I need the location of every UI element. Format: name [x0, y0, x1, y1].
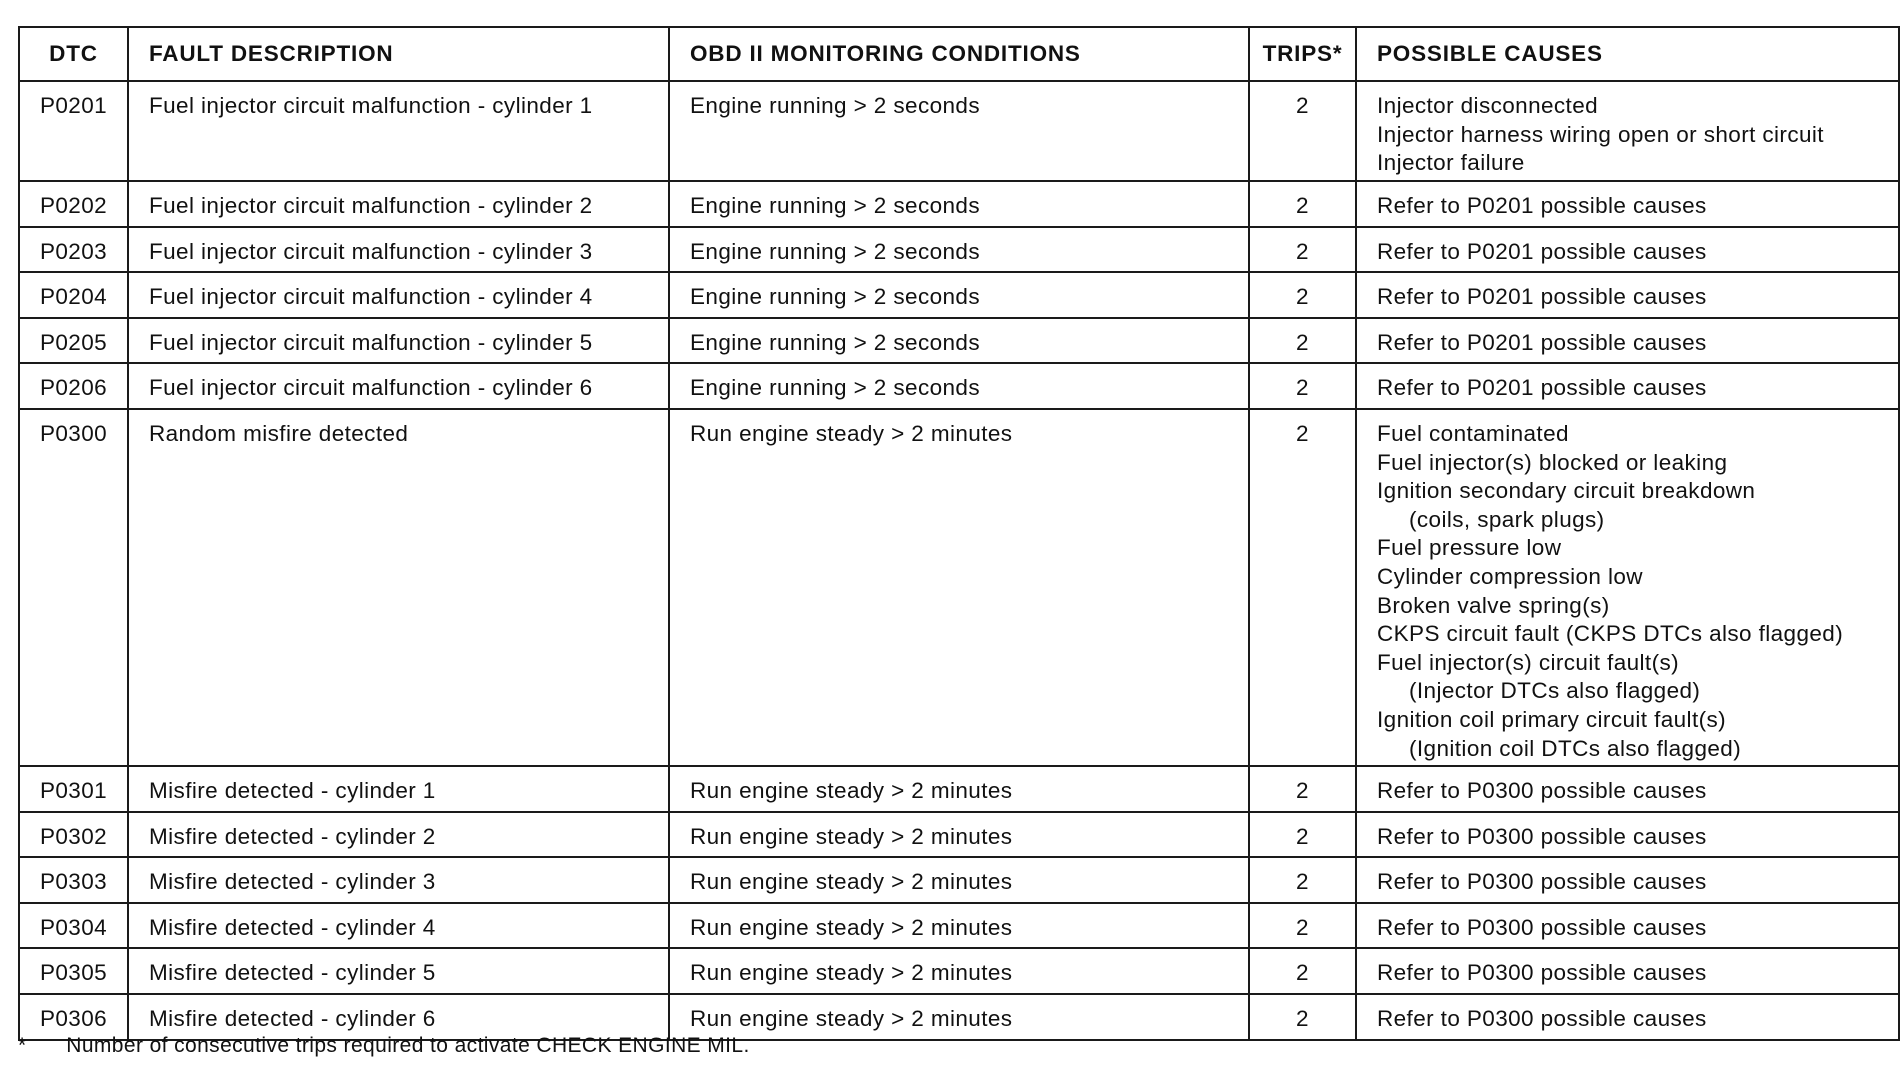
cause-line: Fuel pressure low: [1377, 535, 1562, 561]
possible-causes-cell: [1356, 994, 1899, 1040]
table-header: [19, 27, 1899, 81]
dtc-code-cell: P0301: [19, 766, 128, 812]
cause-line: Refer to P0201 possible causes: [1377, 193, 1707, 218]
monitoring-conditions-cell: Engine running > 2 seconds: [669, 318, 1249, 364]
possible-causes-cell: [1356, 272, 1899, 318]
trips-cell: 2: [1249, 857, 1356, 903]
dtc-code-cell: P0300: [19, 409, 128, 766]
cause-line: Refer to P0300 possible causes: [1377, 777, 1707, 803]
table-row: [19, 948, 1899, 994]
footnote-marker: *: [18, 1034, 27, 1057]
trips-cell: 2: [1249, 766, 1356, 812]
trips-cell: 2: [1249, 812, 1356, 858]
table-row: [19, 318, 1899, 364]
dtc-code-cell: P0205: [19, 318, 128, 364]
table-row: [19, 409, 1899, 766]
possible-causes-cell: [1356, 903, 1899, 949]
table-row: [19, 903, 1899, 949]
monitoring-conditions-cell: Run engine steady > 2 minutes: [669, 857, 1249, 903]
table-row: [19, 812, 1899, 858]
cause-line: Injector failure: [1377, 150, 1525, 176]
dtc-code-cell: P0306: [19, 994, 128, 1040]
fault-description-cell: Misfire detected - cylinder 5: [128, 948, 669, 994]
cause-line: Ignition secondary circuit breakdown: [1377, 478, 1756, 504]
trips-cell: 2: [1249, 318, 1356, 364]
table-row: [19, 227, 1899, 273]
header-dtc: DTC: [19, 27, 128, 81]
trips-cell: 2: [1249, 272, 1356, 318]
cause-line: Ignition coil primary circuit fault(s): [1377, 706, 1727, 732]
fault-description-cell: Fuel injector circuit malfunction - cylinder 6: [128, 363, 669, 409]
possible-causes-cell: [1356, 181, 1899, 227]
trips-cell: 2: [1249, 81, 1356, 181]
footnote-text: Number of consecutive trips required to activate CHECK ENGINE MIL.: [66, 1034, 750, 1057]
table-row: [19, 81, 1899, 181]
monitoring-conditions-cell: Run engine steady > 2 minutes: [669, 903, 1249, 949]
trips-cell: 2: [1249, 948, 1356, 994]
dtc-code-cell: P0302: [19, 812, 128, 858]
monitoring-conditions-cell: Run engine steady > 2 minutes: [669, 812, 1249, 858]
cause-line: Fuel contaminated: [1377, 420, 1569, 446]
dtc-code-cell: P0202: [19, 181, 128, 227]
monitoring-conditions-cell: Engine running > 2 seconds: [669, 81, 1249, 181]
cause-line: Broken valve spring(s): [1377, 592, 1610, 618]
table-row: [19, 766, 1899, 812]
header-possible-causes: POSSIBLE CAUSES: [1356, 27, 1899, 81]
table-body: [19, 81, 1899, 1040]
monitoring-conditions-cell: Engine running > 2 seconds: [669, 181, 1249, 227]
cause-line: Refer to P0300 possible causes: [1377, 1005, 1707, 1031]
possible-causes-cell: [1356, 948, 1899, 994]
cause-line: Fuel injector(s) circuit fault(s): [1377, 649, 1680, 675]
header-trips: TRIPS*: [1249, 27, 1356, 81]
dtc-code-cell: P0305: [19, 948, 128, 994]
table-row: [19, 363, 1899, 409]
header-row: [19, 27, 1899, 81]
header-fault-description: FAULT DESCRIPTION: [128, 27, 669, 81]
monitoring-conditions-cell: Run engine steady > 2 minutes: [669, 766, 1249, 812]
dtc-code-cell: P0206: [19, 363, 128, 409]
footnote: [18, 1034, 750, 1058]
possible-causes-cell: [1356, 81, 1899, 181]
cause-line: Refer to P0201 possible causes: [1377, 238, 1707, 264]
trips-cell: 2: [1249, 994, 1356, 1040]
fault-description-cell: Random misfire detected: [128, 409, 669, 766]
dtc-table: [18, 26, 1900, 1041]
possible-causes-cell: [1356, 363, 1899, 409]
trips-cell: 2: [1249, 363, 1356, 409]
header-monitoring-conditions: OBD II MONITORING CONDITIONS: [669, 27, 1249, 81]
fault-description-cell: Misfire detected - cylinder 4: [128, 903, 669, 949]
table-row: [19, 994, 1899, 1040]
fault-description-cell: Fuel injector circuit malfunction - cylinder 2: [128, 181, 669, 227]
fault-description-cell: Fuel injector circuit malfunction - cylinder 5: [128, 318, 669, 364]
monitoring-conditions-cell: Engine running > 2 seconds: [669, 363, 1249, 409]
cause-line: Refer to P0201 possible causes: [1377, 375, 1707, 401]
table-row: [19, 181, 1899, 227]
cause-line: (coils, spark plugs): [1409, 506, 1605, 532]
cause-line: Refer to P0300 possible causes: [1377, 960, 1707, 986]
monitoring-conditions-cell: Engine running > 2 seconds: [669, 227, 1249, 273]
cause-line: (Ignition coil DTCs also flagged): [1409, 735, 1742, 761]
fault-description-cell: Misfire detected - cylinder 2: [128, 812, 669, 858]
cause-line: Fuel injector(s) blocked or leaking: [1377, 449, 1728, 475]
cause-line: Refer to P0201 possible causes: [1377, 284, 1707, 310]
monitoring-conditions-cell: Engine running > 2 seconds: [669, 272, 1249, 318]
table-row: [19, 857, 1899, 903]
dtc-code-cell: P0303: [19, 857, 128, 903]
possible-causes-cell: [1356, 409, 1899, 766]
trips-cell: 2: [1249, 409, 1356, 766]
cause-line: Refer to P0300 possible causes: [1377, 823, 1707, 849]
monitoring-conditions-cell: Run engine steady > 2 minutes: [669, 994, 1249, 1040]
monitoring-conditions-cell: Run engine steady > 2 minutes: [669, 409, 1249, 766]
table-row: [19, 272, 1899, 318]
trips-cell: 2: [1249, 903, 1356, 949]
possible-causes-cell: [1356, 227, 1899, 273]
cause-line: Injector harness wiring open or short circuit: [1377, 121, 1824, 147]
possible-causes-cell: [1356, 766, 1899, 812]
cause-line: Cylinder compression low: [1377, 563, 1643, 589]
fault-description-cell: Misfire detected - cylinder 3: [128, 857, 669, 903]
dtc-code-cell: P0201: [19, 81, 128, 181]
cause-line: CKPS circuit fault (CKPS DTCs also flagged): [1377, 621, 1844, 647]
fault-description-cell: Misfire detected - cylinder 6: [128, 994, 669, 1040]
possible-causes-cell: [1356, 812, 1899, 858]
cause-line: Refer to P0300 possible causes: [1377, 914, 1707, 940]
trips-cell: 2: [1249, 181, 1356, 227]
fault-description-cell: Fuel injector circuit malfunction - cylinder 1: [128, 81, 669, 181]
fault-description-cell: Misfire detected - cylinder 1: [128, 766, 669, 812]
fault-description-cell: Fuel injector circuit malfunction - cylinder 4: [128, 272, 669, 318]
cause-line: Refer to P0201 possible causes: [1377, 329, 1707, 355]
trips-cell: 2: [1249, 227, 1356, 273]
cause-line: Refer to P0300 possible causes: [1377, 869, 1707, 895]
monitoring-conditions-cell: Run engine steady > 2 minutes: [669, 948, 1249, 994]
dtc-code-cell: P0304: [19, 903, 128, 949]
cause-line: Injector disconnected: [1377, 93, 1599, 118]
dtc-code-cell: P0204: [19, 272, 128, 318]
possible-causes-cell: [1356, 318, 1899, 364]
possible-causes-cell: [1356, 857, 1899, 903]
fault-description-cell: Fuel injector circuit malfunction - cylinder 3: [128, 227, 669, 273]
dtc-code-cell: P0203: [19, 227, 128, 273]
cause-line: (Injector DTCs also flagged): [1409, 678, 1701, 704]
